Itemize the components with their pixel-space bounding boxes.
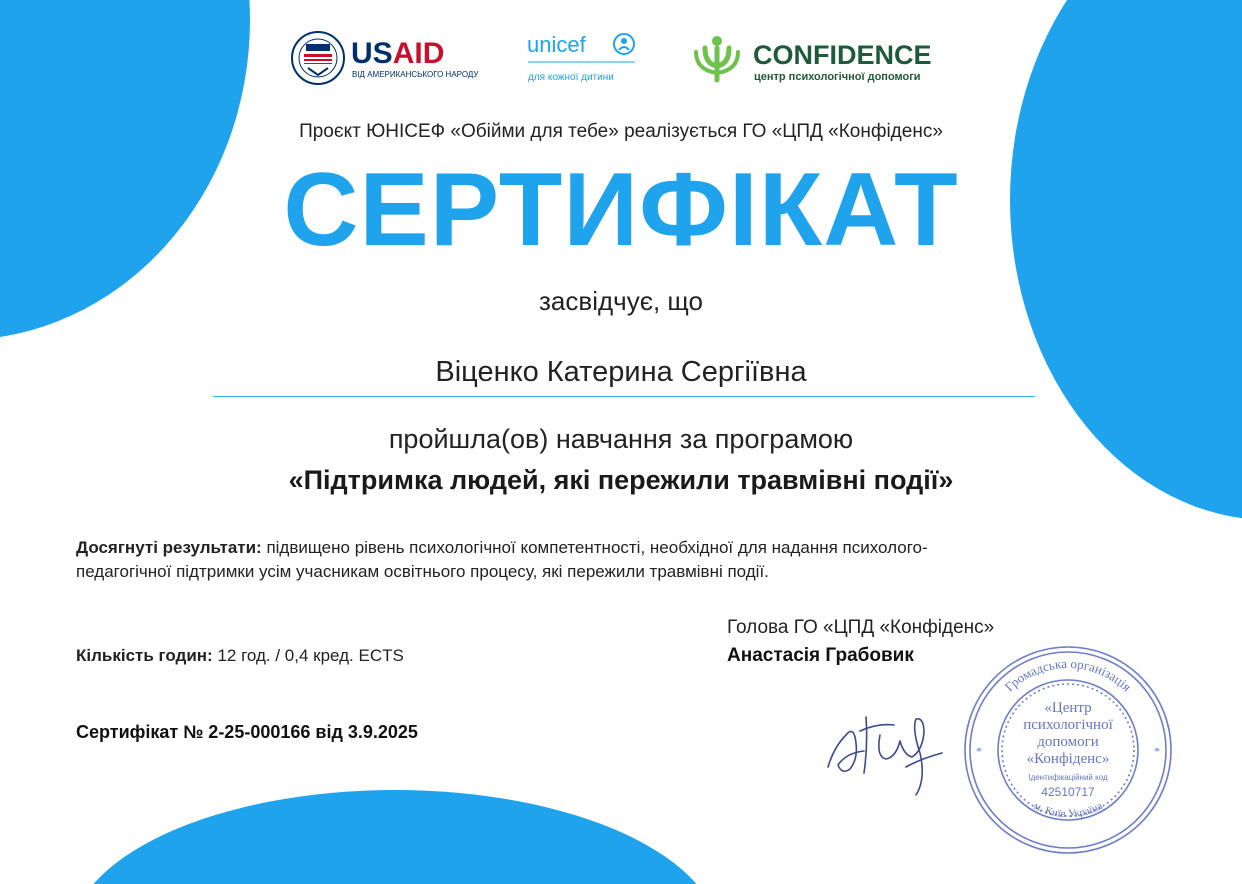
stamp-ring-text (1002, 656, 1135, 694)
stamp-ring-text-path: Громадська організація (1001, 655, 1135, 695)
stamp-line3: допомоги (1037, 734, 1099, 750)
decor-blob-bottom (70, 790, 720, 884)
hours-line (76, 646, 404, 666)
name-underline (213, 396, 1035, 397)
certificate-title: СЕРТИФІКАТ (283, 152, 959, 268)
stamp-bottom-text (1032, 800, 1105, 820)
confidence-name: CONFIDENCE (753, 40, 932, 70)
results-label: Досягнуті результати: (76, 538, 262, 557)
stamp-line4: «Конфіденс» (1026, 751, 1110, 767)
usaid-logo (292, 32, 479, 84)
stamp-line2: психологічної (1023, 717, 1113, 733)
unicef-logo (527, 32, 635, 83)
stamp-star-left: * (976, 744, 982, 758)
stamp-code-label: Ідентифікаційний код (1028, 773, 1108, 782)
svg-text:USAID (351, 37, 444, 70)
signature-image (820, 695, 970, 805)
hours-label: Кількість годин: (76, 646, 213, 665)
stamp-line1: «Центр (1044, 700, 1092, 716)
usaid-logo-us: US (351, 37, 393, 70)
head-name: Анастасія Грабовик (727, 645, 914, 666)
official-stamp (958, 640, 1178, 860)
confidence-tagline: центр психологічної допомоги (754, 71, 921, 83)
certifies-text: засвідчує, що (539, 286, 703, 316)
unicef-name: unicef (527, 32, 586, 57)
completed-text: пройшла(ов) навчання за програмою (388, 424, 854, 454)
partner-logos (290, 28, 970, 88)
certificate-number: Сертифікат № 2-25-000166 від 3.9.2025 (76, 722, 418, 742)
head-role: Голова ГО «ЦПД «Конфіденс» (727, 617, 995, 638)
results-text: підвищено рівень психологічної компетентності, необхідної для надання психолого-педагогічної підтримки усім учасникам освітнього процесу, які пережили травмівні події. (76, 538, 928, 581)
program-name: «Підтримка людей, які пережили травмівні події» (288, 465, 954, 495)
stamp-star-right: * (1154, 744, 1160, 758)
recipient-name: Віценко Катерина Сергіївна (435, 356, 807, 388)
confidence-logo (696, 36, 932, 83)
results-paragraph (76, 536, 1006, 584)
project-line: Проєкт ЮНІСЕФ «Обійми для тебе» реалізується ГО «ЦПД «Конфіденс» (299, 121, 943, 142)
stamp-code: 42510717 (1041, 785, 1095, 799)
unicef-tagline: для кожної дитини (528, 72, 614, 83)
hours-value: 12 год. / 0,4 кред. ECTS (212, 646, 404, 665)
usaid-tagline: ВІД АМЕРИКАНСЬКОГО НАРОДУ (352, 70, 479, 79)
stamp-bottom-text-path: м. Київ Україна (1031, 800, 1105, 821)
usaid-logo-aid: AID (392, 37, 445, 70)
